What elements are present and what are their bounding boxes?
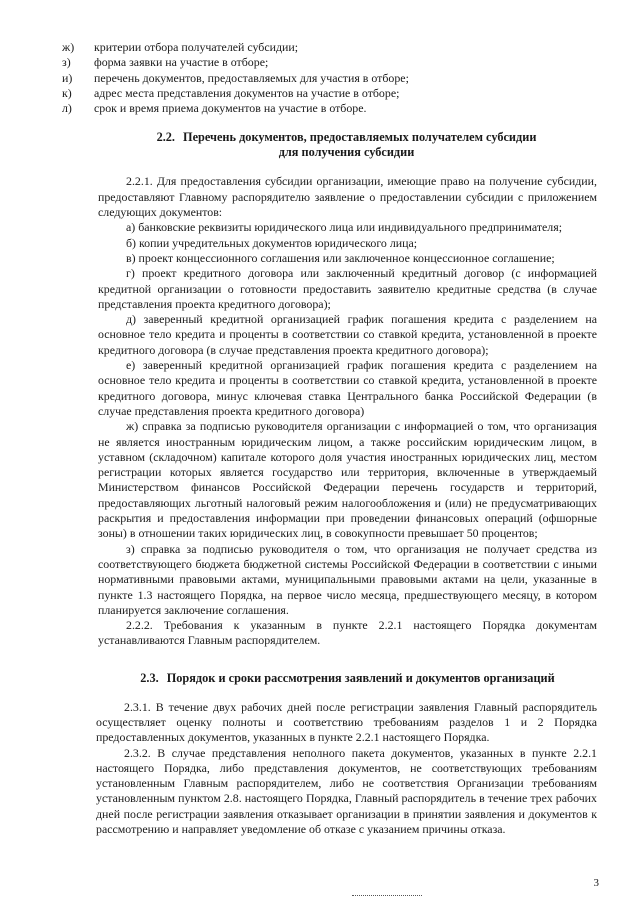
paragraph: 2.2.1. Для предоставления субсидии организации, имеющие право на получение субсидии, предоставляют Главному распорядителю заявление о предоставлении субсидии с приложением следующих документов: [98, 174, 597, 220]
criteria-list [34, 40, 597, 116]
list-text: адрес места представления документов на участие в отборе; [94, 85, 400, 100]
list-text: срок и время приема документов на участие в отборе. [94, 101, 367, 116]
section-2-2-body [98, 174, 597, 648]
list-marker: и) [62, 70, 73, 85]
scan-artifact [352, 895, 422, 898]
paragraph: 2.3.2. В случае представления неполного пакета документов, указанных в пункте 2.2.1 настоящего Порядка, либо представления документов, не соответствующих требованиям установленным Главным распорядителем, либо не соответствия Организации требованиям установленным пунктом 2.8. настоящего Порядка, Главный распорядитель в течение трех рабочих дней после регистрации заявления отказывает организации в принятии заявления и документов к рассмотрению и направляет уведомление об отказе с указанием причины отказа. [96, 745, 597, 837]
paragraph: б) копии учредительных документов юридического лица; [126, 235, 418, 250]
list-item [34, 55, 597, 70]
paragraph: з) справка за подписью руководителя о том, что организация не получает средства из соответствующего бюджета бюджетной системы Российской Федерации в соответствии с иными нормативными правовыми актами, муниципальными правовыми актами на цели, указанные в пункте 1.3 настоящего Порядка, на первое число месяца, предшествующего месяцу, в котором планируется заключение соглашения. [98, 541, 597, 617]
section-title-line1: Перечень документов, предоставляемых получателем субсидии [183, 130, 537, 145]
section-title-line2: для получения субсидии [278, 145, 415, 160]
paragraph: в) проект концессионного соглашения или заключенное концессионное соглашение; [126, 250, 555, 265]
section-number: 2.2. [156, 130, 176, 145]
paragraph: е) заверенный кредитной организацией график погашения кредита с разделением на основное тело кредита и проценты в соответствии со ставкой кредита, установленной в проекте кредитного договора, минус ключевая ставка Центрального банка Российской Федерации (в случае представления проекта кредитного договора) [98, 358, 597, 418]
section-2-3-body [96, 700, 597, 838]
list-item [34, 86, 597, 101]
section-heading-2-2 [96, 130, 597, 160]
paragraph: ж) справка за подписью руководителя организации с информацией о том, что организация не является иностранным юридическим лицом, а также российским юридическим лицом, в уставном (складочном) капитале которого доля участия иностранных юридических лиц, местом регистрации которых является государство или территория, включенные в утверждаемый Министерством финансов Российской Федерации перечень государств и территорий, предоставляющих льготный налоговый режим налогообложения и (или) не предусматривающих раскрытия и предоставления информации при проведении финансовых операций (офшорные зоны) в отношении таких юридических лиц, в совокупности превышает 50 процентов; [98, 419, 597, 541]
paragraph: 2.3.1. В течение двух рабочих дней после регистрации заявления Главный распорядитель осуществляет оценку полноты и соответствию требованиям разделов 1 и 2 Порядка предоставленных документов, указанных в пункте 2.2.1 настоящего Порядка. [96, 699, 597, 745]
list-item [34, 40, 597, 55]
list-item [34, 71, 597, 86]
list-item [34, 101, 597, 116]
paragraph: 2.2.2. Требования к указанным в пункте 2.2.1 настоящего Порядка документам устанавливаются Главным распорядителем. [98, 618, 597, 648]
list-text: форма заявки на участие в отборе; [94, 55, 269, 70]
list-marker: ж) [62, 40, 75, 54]
list-marker: л) [62, 101, 72, 116]
paragraph: г) проект кредитного договора или заключенный кредитный договор (с информацией кредитной организации о готовности предоставить заявителю кредитные средства (в случае представления проекта кредитного договора); [98, 266, 597, 311]
section-number: 2.3. [140, 670, 159, 685]
list-text: критерии отбора получателей субсидии; [94, 40, 299, 54]
list-marker: з) [62, 55, 71, 70]
paragraph: д) заверенный кредитной организацией график погашения кредита с разделением на основное тело кредита и проценты в соответствии со ставкой кредита, установленной в проекте кредитного договора (в случае представления проекта кредитного договора); [98, 312, 597, 357]
list-text: перечень документов, предоставляемых для участия в отборе; [94, 70, 409, 85]
section-heading-2-3 [98, 671, 597, 686]
list-marker: к) [62, 85, 72, 100]
section-title: Порядок и сроки рассмотрения заявлений и документов организаций [166, 670, 555, 685]
paragraph: а) банковские реквизиты юридического лица или индивидуального предпринимателя; [126, 220, 562, 235]
page-number: 3 [593, 877, 599, 889]
